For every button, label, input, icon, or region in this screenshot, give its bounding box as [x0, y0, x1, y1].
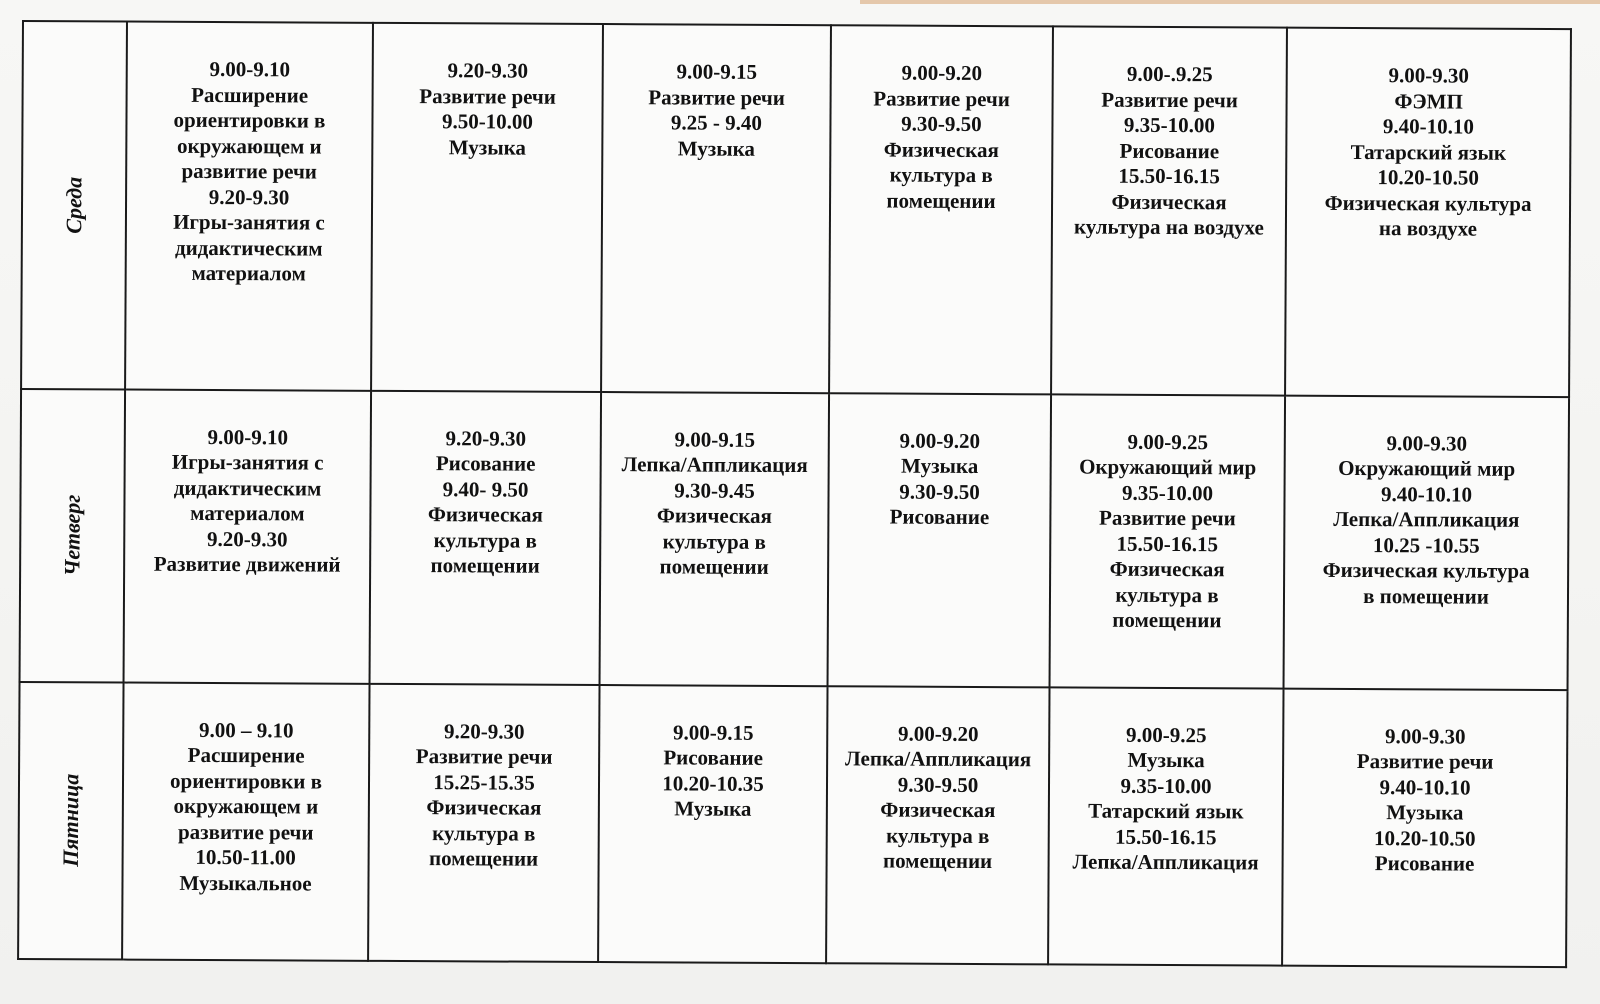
schedule-entry-line: 9.00-9.20 [901, 60, 983, 86]
schedule-cell-group-2 [370, 390, 602, 684]
schedule-entry-line: 15.25-15.35 [433, 769, 535, 795]
day-label: Среда [61, 176, 87, 234]
schedule-cell-group-6 [1282, 688, 1567, 967]
schedule-entry-line: 9.00-9.15 [676, 59, 758, 84]
schedule-entry-line: Физическая [656, 503, 773, 528]
schedule-entry-line: ориентировки в [170, 768, 323, 794]
schedule-entry-line: Рисование [435, 451, 536, 476]
schedule-entry-line: на воздухе [1378, 216, 1478, 241]
schedule-entry-line: дидактическим [173, 475, 322, 501]
schedule-entry-line: ФЭМП [1394, 88, 1463, 114]
schedule-entry-line: 9.00-9.30 [1386, 430, 1468, 456]
schedule-entry-line: Развитие речи [1356, 749, 1494, 775]
schedule-entry-line: 9.30-9.50 [897, 772, 979, 797]
schedule-entry-line: Игры-занятия с [173, 209, 325, 235]
schedule-entry-line: 9.20-9.30 [447, 58, 529, 83]
schedule-entry-line: Музыка [1386, 800, 1464, 825]
schedule-cell-group-5 [1048, 687, 1283, 965]
schedule-entry-line: 9.20-9.30 [208, 184, 290, 209]
schedule-entry-line: Физическая [1109, 556, 1225, 582]
schedule-entry-line: 9.00-9.10 [207, 424, 289, 449]
schedule-entry-line: ориентировки в [173, 107, 326, 133]
schedule-entry-line: 15.50-16.15 [1118, 163, 1221, 189]
schedule-entry-line: культура в [662, 528, 766, 554]
schedule-entry-line: 9.35-10.00 [1121, 480, 1214, 505]
schedule-entry-line: Игры-занятия с [171, 449, 324, 475]
schedule-entry-line: 9.25 - 9.40 [670, 110, 763, 135]
schedule-cell-group-3 [601, 24, 831, 393]
schedule-entry-line: 10.20-10.50 [1373, 825, 1476, 851]
schedule-entry-line: Рисование [1374, 851, 1475, 876]
schedule-entry-line: дидактическим [174, 235, 323, 261]
schedule-entry-line: Музыка [1127, 748, 1205, 773]
schedule-entry-line: 9.00-9.15 [674, 426, 756, 452]
schedule-table [17, 20, 1572, 968]
schedule-cell-group-2 [371, 23, 603, 392]
schedule-entry-line: Расширение [191, 82, 309, 107]
schedule-entry-line: Физическая [427, 502, 544, 527]
schedule-row-wednesday [21, 21, 1571, 397]
schedule-entry-line: 15.50-16.15 [1114, 824, 1217, 850]
schedule-entry-line: помещении [659, 554, 769, 579]
schedule-entry-line: Физическая [880, 797, 996, 823]
schedule-entry-line: Физическая культура [1324, 190, 1532, 216]
schedule-entry-line: Физическая культура [1322, 557, 1530, 583]
schedule-entry-line: культура в [1115, 582, 1219, 607]
schedule-entry-line: Расширение [187, 743, 305, 768]
day-label: Пятница [57, 773, 84, 868]
schedule-entry-line: 9.35-10.00 [1120, 773, 1212, 799]
day-cell [21, 21, 127, 389]
schedule-entry-line: 9.00-9.30 [1388, 63, 1470, 88]
schedule-entry-line: культура в [433, 527, 537, 553]
schedule-entry-line: Рисование [889, 504, 990, 530]
schedule-entry-line: материалом [190, 500, 305, 526]
schedule-entry-line: 9.20-9.30 [443, 719, 525, 744]
schedule-entry-line: 9.30-9.45 [674, 477, 755, 503]
schedule-entry-line: 9.00-9.25 [1125, 722, 1207, 748]
schedule-cell-group-3 [598, 685, 827, 963]
schedule-entry-line: окружающем и [176, 133, 322, 159]
paper-edge-strip [860, 0, 1600, 4]
schedule-entry-line: 9.50-10.00 [441, 109, 534, 134]
schedule-entry-line: Окружающий мир [1338, 455, 1516, 481]
schedule-row-friday [18, 682, 1567, 967]
schedule-entry-line: помещении [430, 553, 540, 578]
schedule-entry-line: помещении [1112, 607, 1222, 633]
schedule-entry-line: Рисование [663, 745, 764, 771]
day-cell [20, 389, 126, 683]
schedule-entry-line: Развитие речи [1099, 505, 1236, 531]
schedule-cell-group-1 [125, 22, 373, 391]
schedule-entry-line: 9.00-9.25 [1127, 429, 1209, 454]
schedule-entry-line: Музыка [448, 134, 526, 160]
schedule-row-thursday [20, 389, 1570, 690]
schedule-entry-line: Лепка/Аппликация [1072, 849, 1259, 875]
schedule-entry-line: помещении [882, 848, 993, 874]
schedule-entry-line: 9.00-9.10 [209, 56, 291, 82]
schedule-entry-line: 9.40-10.10 [1379, 774, 1471, 800]
schedule-entry-line: Развитие речи [1101, 87, 1238, 112]
day-label: Четверг [59, 494, 85, 577]
schedule-entry-line: Развитие движений [153, 551, 341, 577]
schedule-entry-line: 15.50-16.15 [1116, 531, 1219, 556]
schedule-entry-line: 10.20-10.35 [662, 771, 764, 796]
schedule-entry-line: окружающем и [173, 794, 319, 819]
schedule-entry-line: культура в [889, 162, 993, 188]
schedule-entry-line: 9.40-10.10 [1382, 114, 1475, 139]
schedule-entry-line: 9.40- 9.50 [442, 476, 529, 502]
schedule-entry-line: 9.40-10.10 [1380, 481, 1473, 507]
schedule-entry-line: 10.50-11.00 [195, 845, 296, 870]
schedule-entry-line: 9.30-9.50 [899, 479, 980, 504]
schedule-entry-line: помещении [886, 188, 996, 213]
schedule-cell-group-3 [600, 392, 830, 686]
schedule-entry-line: Рисование [1119, 138, 1220, 163]
schedule-entry-line: Лепка/Аппликация [621, 452, 808, 478]
schedule-entry-line: 9.35-10.00 [1123, 112, 1216, 138]
schedule-cell-group-1 [124, 389, 372, 684]
schedule-entry-line: 10.20-10.50 [1377, 165, 1480, 190]
schedule-entry-line: Развитие речи [873, 85, 1010, 111]
schedule-entry-line: Развитие речи [419, 83, 556, 109]
schedule-entry-line: Физическая [883, 137, 999, 162]
schedule-entry-line: материалом [191, 260, 306, 286]
day-cell [18, 682, 123, 960]
schedule-cell-group-4 [826, 686, 1049, 964]
schedule-cell-group-1 [122, 682, 369, 960]
schedule-entry-line: развитие речи [181, 158, 318, 184]
schedule-entry-line: развитие речи [177, 819, 314, 845]
schedule-entry-line: 10.25 -10.55 [1372, 532, 1480, 558]
schedule-entry-line: 9.00-9.15 [672, 720, 754, 745]
schedule-entry-line: 9.00-9.20 [899, 428, 981, 453]
schedule-entry-line: в помещении [1363, 583, 1489, 609]
schedule-entry-line: Лепка/Аппликация [1333, 506, 1520, 532]
schedule-cell-group-6 [1285, 28, 1571, 397]
schedule-entry-line: 9.00-9.20 [897, 721, 979, 746]
schedule-cell-group-4 [828, 393, 1052, 687]
schedule-cell-group-6 [1284, 395, 1570, 690]
schedule-entry-line: Развитие речи [648, 84, 785, 110]
schedule-entry-line: Татарский язык [1088, 798, 1244, 824]
schedule-entry-line: 9.30-9.50 [901, 111, 982, 137]
schedule-entry-line: 9.00-9.30 [1384, 723, 1466, 749]
schedule-entry-line: Физическая [426, 795, 542, 821]
schedule-entry-line: Развитие речи [415, 744, 553, 770]
schedule-entry-line: Лепка/Аппликация [845, 746, 1032, 772]
schedule-cell-group-4 [829, 25, 1053, 394]
schedule-entry-line: 9.00-.9.25 [1126, 61, 1213, 87]
schedule-entry-line: культура в [432, 820, 536, 846]
schedule-entry-line: Физическая [1111, 189, 1227, 214]
schedule-entry-line: Татарский язык [1350, 139, 1507, 165]
schedule-cell-group-2 [368, 684, 599, 962]
schedule-cell-group-5 [1051, 26, 1287, 395]
schedule-entry-line: Музыка [674, 796, 752, 822]
schedule-cell-group-5 [1050, 394, 1286, 688]
schedule-entry-line: культура в [886, 823, 990, 848]
schedule-entry-line: Музыка [677, 135, 755, 161]
schedule-entry-line: 9.00 – 9.10 [198, 717, 294, 743]
schedule-entry-line: 9.20-9.30 [445, 425, 527, 451]
schedule-entry-line: культура на воздухе [1073, 214, 1264, 240]
schedule-entry-line: Музыкальное [179, 870, 312, 896]
schedule-entry-line: Окружающий мир [1079, 454, 1257, 480]
schedule-entry-line: 9.20-9.30 [206, 526, 288, 551]
schedule-entry-line: Музыка [901, 453, 979, 479]
schedule-entry-line: помещении [428, 846, 539, 872]
